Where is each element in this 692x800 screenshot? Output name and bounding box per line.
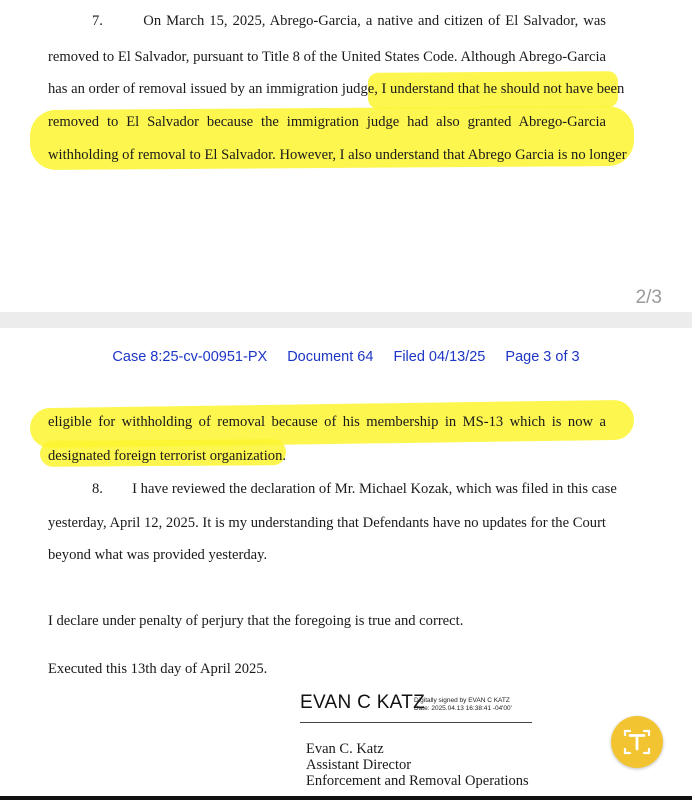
para7-line: 7. On March 15, 2025, Abrego-Garcia, a native and citizen of El Salvador, was	[92, 13, 606, 29]
signature-block	[306, 741, 529, 789]
signature-rule	[300, 722, 532, 723]
signer-title: Assistant Director	[306, 757, 412, 773]
page-separator	[0, 312, 692, 328]
document-page-3	[0, 328, 692, 800]
para7-line: removed to El Salvador, pursuant to Title 8 of the United States Code. Although Abrego-Garcia	[48, 49, 606, 65]
digital-signature-name: EVAN C KATZ	[300, 692, 426, 713]
para8-line: yesterday, April 12, 2025. It is my understanding that Defendants have no updates for the Court	[48, 515, 606, 531]
bottom-edge	[0, 796, 692, 800]
translate-button[interactable]	[611, 716, 663, 768]
continuation-line: eligible for withholding of removal because of his membership in MS-13 which is now a	[48, 414, 606, 430]
continuation-line: designated foreign terrorist organization.	[48, 448, 287, 464]
signer-office: Enforcement and Removal Operations	[306, 773, 529, 789]
para7-line: removed to El Salvador because the immigration judge had also granted Abrego-Garcia	[48, 114, 606, 130]
case-number: Case 8:25-cv-00951-PX	[112, 349, 268, 365]
para7-line: has an order of removal issued by an immigration judge, I understand that he should not have been	[48, 81, 625, 97]
para8-line: 8. I have reviewed the declaration of Mr. Michael Kozak, which was filed in this case	[92, 481, 617, 497]
page-count: Page 3 of 3	[505, 349, 580, 365]
para7-line: withholding of removal to El Salvador. However, I also understand that Abrego Garcia is no longer	[48, 147, 627, 163]
signer-name: Evan C. Katz	[306, 741, 384, 757]
filed-date: Filed 04/13/25	[393, 349, 486, 365]
para8-line: beyond what was provided yesterday.	[48, 547, 268, 563]
translate-t-icon	[611, 716, 663, 768]
page-indicator: 2/3	[635, 287, 662, 308]
executed-text: Executed this 13th day of April 2025.	[48, 661, 268, 677]
declaration-text: I declare under penalty of perjury that the foregoing is true and correct.	[48, 613, 464, 629]
digital-signature-meta	[414, 697, 512, 713]
case-header	[0, 349, 692, 365]
document-number: Document 64	[287, 349, 374, 365]
signature-signed-by: Digitally signed by EVAN C KATZ	[414, 697, 510, 704]
signature-date: Date: 2025.04.13 16:38:41 -04'00'	[414, 705, 512, 712]
document-page-2	[0, 0, 692, 312]
